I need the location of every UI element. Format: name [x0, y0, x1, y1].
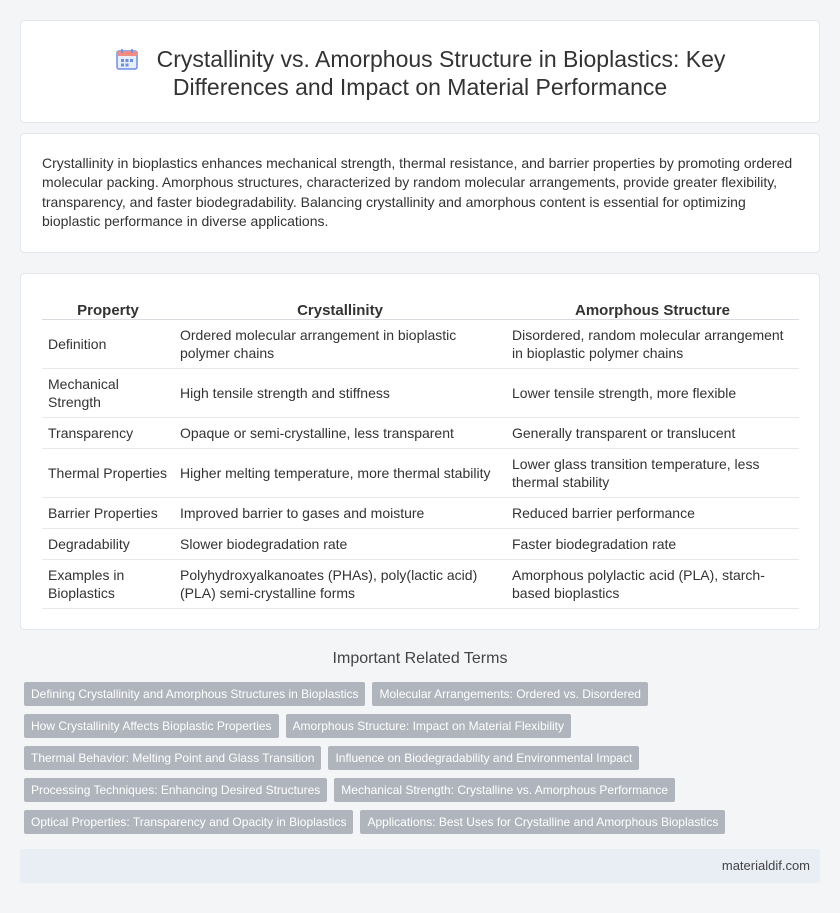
table-cell: Amorphous polylactic acid (PLA), starch-based bioplastics	[506, 559, 799, 608]
page-title	[21, 45, 819, 101]
table-cell: Improved barrier to gases and moisture	[174, 497, 506, 528]
related-term-tag[interactable]: Molecular Arrangements: Ordered vs. Disordered	[372, 682, 647, 706]
table-row	[42, 417, 799, 448]
related-term-tag[interactable]: Thermal Behavior: Melting Point and Glass Transition	[24, 746, 321, 770]
intro-card	[20, 133, 820, 253]
table-cell: Polyhydroxyalkanoates (PHAs), poly(lactic acid) (PLA) semi-crystalline forms	[174, 559, 506, 608]
header-crystallinity: Crystallinity	[174, 295, 506, 319]
table-row	[42, 368, 799, 417]
table-cell: Lower glass transition temperature, less thermal stability	[506, 448, 799, 497]
title-card	[20, 20, 820, 123]
table-row	[42, 497, 799, 528]
related-term-tag[interactable]: Influence on Biodegradability and Environmental Impact	[328, 746, 639, 770]
related-term-tag[interactable]: Amorphous Structure: Impact on Material Flexibility	[286, 714, 571, 738]
table-row	[42, 528, 799, 559]
table-cell: High tensile strength and stiffness	[174, 368, 506, 417]
table-cell: Slower biodegradation rate	[174, 528, 506, 559]
related-term-tag[interactable]: Optical Properties: Transparency and Opacity in Bioplastics	[24, 810, 353, 834]
table-cell: Transparency	[42, 417, 174, 448]
table-cell: Barrier Properties	[42, 497, 174, 528]
comparison-table	[42, 295, 799, 609]
table-cell: Definition	[42, 319, 174, 368]
table-cell: Ordered molecular arrangement in bioplastic polymer chains	[174, 319, 506, 368]
header-amorphous: Amorphous Structure	[506, 295, 799, 319]
related-term-tag[interactable]: Applications: Best Uses for Crystalline and Amorphous Bioplastics	[360, 810, 725, 834]
table-row	[42, 448, 799, 497]
table-cell: Thermal Properties	[42, 448, 174, 497]
intro-paragraph: Crystallinity in bioplastics enhances mechanical strength, thermal resistance, and barrier properties by promoting ordered molecular packing. Amorphous structures, characterized by random molecular arrangements, provide greater flexibility, transparency, and faster biodegradability. Balancing crystallinity and amorphous content is essential for optimizing bioplastic performance in diverse applications.	[42, 155, 793, 229]
related-term-tag[interactable]: Processing Techniques: Enhancing Desired Structures	[24, 778, 327, 802]
table-cell: Reduced barrier performance	[506, 497, 799, 528]
related-terms-heading: Important Related Terms	[332, 650, 508, 667]
table-cell: Opaque or semi-crystalline, less transparent	[174, 417, 506, 448]
table-cell: Lower tensile strength, more flexible	[506, 368, 799, 417]
table-row	[42, 559, 799, 608]
footer-site-link[interactable]: materialdif.com	[721, 858, 810, 873]
table-cell: Higher melting temperature, more thermal stability	[174, 448, 506, 497]
table-cell: Generally transparent or translucent	[506, 417, 799, 448]
table-cell: Mechanical Strength	[42, 368, 174, 417]
table-cell: Examples in Bioplastics	[42, 559, 174, 608]
related-term-tag[interactable]: Defining Crystallinity and Amorphous Structures in Bioplastics	[24, 682, 365, 706]
table-cell: Faster biodegradation rate	[506, 528, 799, 559]
footer	[20, 849, 820, 883]
related-term-tag[interactable]: How Crystallinity Affects Bioplastic Properties	[24, 714, 279, 738]
table-header-row	[42, 295, 799, 319]
related-terms-list	[24, 682, 804, 842]
table-cell: Disordered, random molecular arrangement in bioplastic polymer chains	[506, 319, 799, 368]
table-row	[42, 319, 799, 368]
page-title-text: Crystallinity vs. Amorphous Structure in Bioplastics: Key Differences and Impact on Material Performance	[156, 46, 726, 100]
calendar-icon	[115, 47, 139, 71]
comparison-card	[20, 273, 820, 630]
related-term-tag[interactable]: Mechanical Strength: Crystalline vs. Amorphous Performance	[334, 778, 675, 802]
header-property: Property	[42, 295, 174, 319]
table-cell: Degradability	[42, 528, 174, 559]
